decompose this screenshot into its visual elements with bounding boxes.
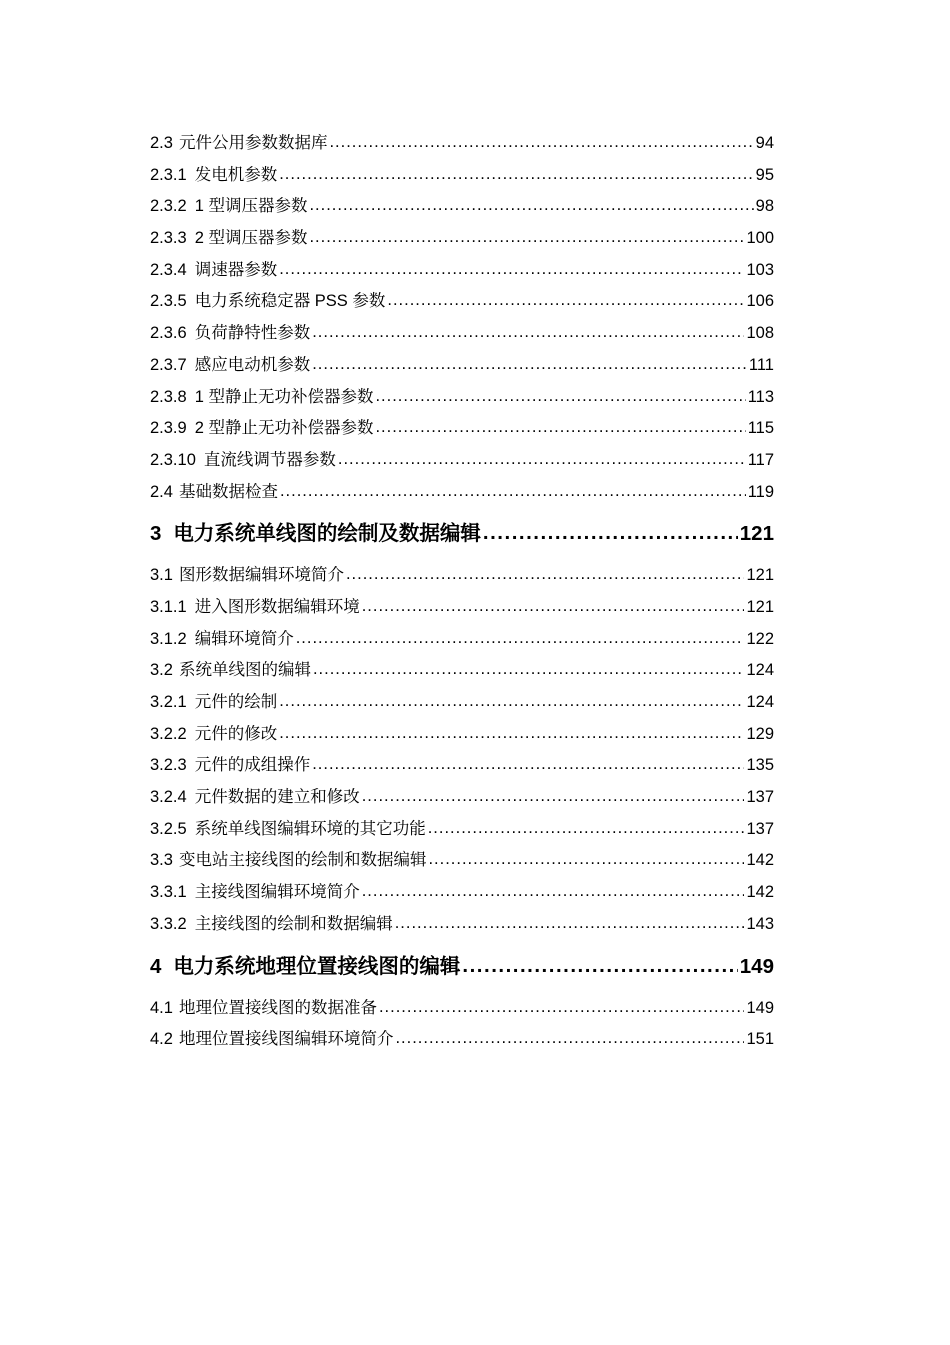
dot-leader [395, 908, 745, 940]
toc-entry-title: 发电机参数 [194, 165, 278, 184]
dot-leader [312, 349, 747, 381]
toc-entry-title: 系统单线图的编辑 [178, 661, 311, 680]
toc-entry-page-number: 121 [746, 597, 774, 616]
toc-entry-number: 3.1.1 [150, 597, 187, 616]
dot-leader [395, 1023, 744, 1055]
dot-leader [313, 654, 745, 686]
toc-entry-number: 3.2.5 [150, 819, 187, 838]
toc-entry[interactable] [150, 223, 774, 255]
toc-entry-title: 编辑环境简介 [194, 629, 294, 648]
toc-entry-number: 4.2 [150, 1030, 173, 1049]
toc-entry-number: 2.3.2 [150, 197, 187, 216]
toc-entry-number: 3.3.2 [150, 914, 187, 933]
dot-leader [312, 749, 744, 781]
toc-entry-title: 基础数据检查 [178, 482, 278, 501]
toc-entry-title: 地理位置接线图编辑环境简介 [178, 1030, 394, 1049]
toc-entry[interactable] [150, 845, 774, 877]
toc-entry-page-number: 149 [746, 998, 774, 1017]
toc-entry[interactable] [150, 382, 774, 414]
dot-leader [379, 992, 745, 1024]
dot-leader [428, 813, 745, 845]
toc-entry-number: 2.3.8 [150, 387, 187, 406]
toc-entry-title: 直流线调节器参数 [203, 450, 336, 469]
toc-entry-page-number: 142 [746, 883, 774, 902]
toc-entry[interactable] [150, 560, 774, 592]
dot-leader [309, 222, 744, 254]
toc-entry[interactable] [150, 750, 774, 782]
dot-leader [362, 876, 745, 908]
dot-leader [279, 159, 753, 191]
toc-entry-title: 元件公用参数数据库 [178, 134, 328, 152]
toc-entry-number: 3 [150, 522, 162, 546]
dot-leader [279, 686, 744, 718]
dot-leader [338, 444, 746, 476]
toc-entry-page-number: 121 [739, 522, 774, 546]
dot-leader [296, 623, 745, 655]
toc-entry[interactable] [150, 413, 774, 445]
toc-entry-page-number: 98 [755, 197, 774, 216]
toc-entry-title: 电力系统稳定器 PSS 参数 [194, 292, 386, 311]
toc-entry[interactable] [150, 445, 774, 477]
toc-entry[interactable] [150, 814, 774, 846]
toc-entry-page-number: 108 [746, 324, 774, 343]
toc-entry-page-number: 100 [746, 229, 774, 248]
toc-entry-number: 2.3.3 [150, 229, 187, 248]
toc-entry-page-number: 124 [746, 693, 774, 711]
dot-leader [483, 507, 738, 559]
toc-entry-number: 3.2 [150, 661, 173, 680]
toc-entry-title: 进入图形数据编辑环境 [194, 597, 360, 616]
toc-entry-title: 元件的成组操作 [194, 756, 311, 775]
dot-leader [279, 254, 744, 286]
dot-leader [428, 844, 744, 876]
toc-entry-number: 2.4 [150, 482, 173, 501]
toc-entry-title: 调速器参数 [194, 260, 278, 279]
toc-entry-number: 3.1.2 [150, 629, 187, 648]
toc-entry[interactable] [150, 624, 774, 656]
toc-entry-page-number: 149 [739, 954, 774, 978]
toc-entry[interactable] [150, 719, 774, 751]
toc-entry[interactable] [150, 782, 774, 814]
toc-entry-number: 3.3.1 [150, 883, 187, 902]
toc-entry-number: 3.2.2 [150, 724, 187, 743]
toc-entry-number: 2.3.5 [150, 292, 187, 311]
dot-leader [362, 591, 745, 623]
toc-entry-title: 1 型静止无功补偿器参数 [194, 387, 374, 406]
toc-entry-title: 元件数据的建立和修改 [194, 788, 360, 807]
toc-entry-page-number: 143 [746, 914, 774, 933]
dot-leader [375, 412, 745, 444]
toc-entry[interactable] [150, 477, 774, 509]
toc-entry-page-number: 151 [746, 1030, 774, 1049]
toc-entry-number: 2.3.10 [150, 450, 196, 469]
dot-leader [279, 718, 744, 750]
toc-entry[interactable] [150, 191, 774, 223]
toc-entry-page-number: 117 [747, 450, 774, 469]
toc-entry-number: 3.1 [150, 566, 173, 585]
toc-chapter-entry[interactable] [150, 508, 774, 560]
toc-entry[interactable] [150, 655, 774, 687]
toc-entry-number: 2.3.4 [150, 260, 187, 279]
toc-entry-page-number: 121 [746, 566, 774, 585]
toc-entry[interactable] [150, 909, 774, 941]
toc-entry-number: 4 [150, 954, 162, 978]
toc-entry[interactable] [150, 128, 774, 160]
toc-entry-title: 变电站主接线图的绘制和数据编辑 [178, 851, 427, 870]
toc-entry[interactable] [150, 1024, 774, 1056]
toc-entry-number: 2.3 [150, 134, 173, 152]
toc-entry-number: 3.2.4 [150, 788, 187, 807]
toc-entry-page-number: 94 [755, 134, 774, 152]
toc-entry-page-number: 137 [746, 819, 774, 838]
toc-entry-page-number: 106 [746, 292, 774, 311]
toc-entry-number: 2.3.7 [150, 355, 187, 374]
toc-entry-page-number: 135 [746, 756, 774, 775]
dot-leader [387, 285, 744, 317]
toc-entry[interactable] [150, 592, 774, 624]
dot-leader [309, 190, 753, 222]
toc-entry-page-number: 122 [746, 629, 774, 648]
toc-entry-page-number: 111 [748, 355, 774, 374]
dot-leader [462, 940, 737, 992]
toc-entry-title: 系统单线图编辑环境的其它功能 [194, 819, 426, 838]
toc-entry-title: 地理位置接线图的数据准备 [178, 998, 377, 1017]
dot-leader [312, 317, 744, 349]
toc-entry-title: 感应电动机参数 [194, 355, 311, 374]
toc-entry-number: 3.2.3 [150, 756, 187, 775]
toc-entry-title: 电力系统地理位置接线图的编辑 [173, 954, 461, 978]
toc-entry-page-number: 137 [746, 788, 774, 807]
toc-entry-title: 负荷静特性参数 [194, 324, 311, 343]
toc-entry-title: 图形数据编辑环境简介 [178, 566, 344, 585]
toc-entry[interactable] [150, 993, 774, 1025]
toc-entry-number: 3.3 [150, 851, 173, 870]
table-of-contents [150, 128, 774, 1056]
toc-entry[interactable] [150, 318, 774, 350]
toc-entry-number: 2.3.6 [150, 324, 187, 343]
toc-entry[interactable] [150, 350, 774, 382]
toc-entry-page-number: 142 [746, 851, 774, 870]
toc-entry-number: 4.1 [150, 998, 173, 1017]
toc-entry-page-number: 129 [746, 724, 774, 743]
toc-entry-title: 元件的修改 [194, 724, 278, 743]
toc-entry-number: 3.2.1 [150, 693, 187, 711]
toc-entry[interactable] [150, 160, 774, 192]
dot-leader [329, 127, 753, 159]
toc-chapter-entry[interactable] [150, 941, 774, 993]
toc-entry-title: 2 型调压器参数 [194, 229, 308, 248]
toc-entry-title: 电力系统单线图的绘制及数据编辑 [173, 522, 481, 546]
toc-entry-number: 2.3.9 [150, 419, 187, 438]
dot-leader [280, 476, 746, 508]
toc-entry-title: 2 型静止无功补偿器参数 [194, 419, 374, 438]
toc-entry-page-number: 103 [746, 260, 774, 279]
toc-entry[interactable] [150, 687, 774, 719]
toc-entry-page-number: 113 [747, 387, 774, 406]
toc-entry-title: 主接线图的绘制和数据编辑 [194, 914, 393, 933]
dot-leader [346, 559, 745, 591]
toc-entry-page-number: 115 [747, 419, 774, 438]
dot-leader [375, 381, 745, 413]
toc-entry-title: 主接线图编辑环境简介 [194, 883, 360, 902]
toc-entry[interactable] [150, 877, 774, 909]
toc-entry-title: 1 型调压器参数 [194, 197, 308, 216]
toc-entry[interactable] [150, 286, 774, 318]
toc-entry-page-number: 95 [755, 165, 774, 184]
toc-entry-title: 元件的绘制 [194, 693, 278, 711]
dot-leader [362, 781, 745, 813]
toc-entry-page-number: 119 [747, 482, 774, 501]
toc-entry-page-number: 124 [746, 661, 774, 680]
toc-entry[interactable] [150, 255, 774, 287]
toc-entry-number: 2.3.1 [150, 165, 187, 184]
